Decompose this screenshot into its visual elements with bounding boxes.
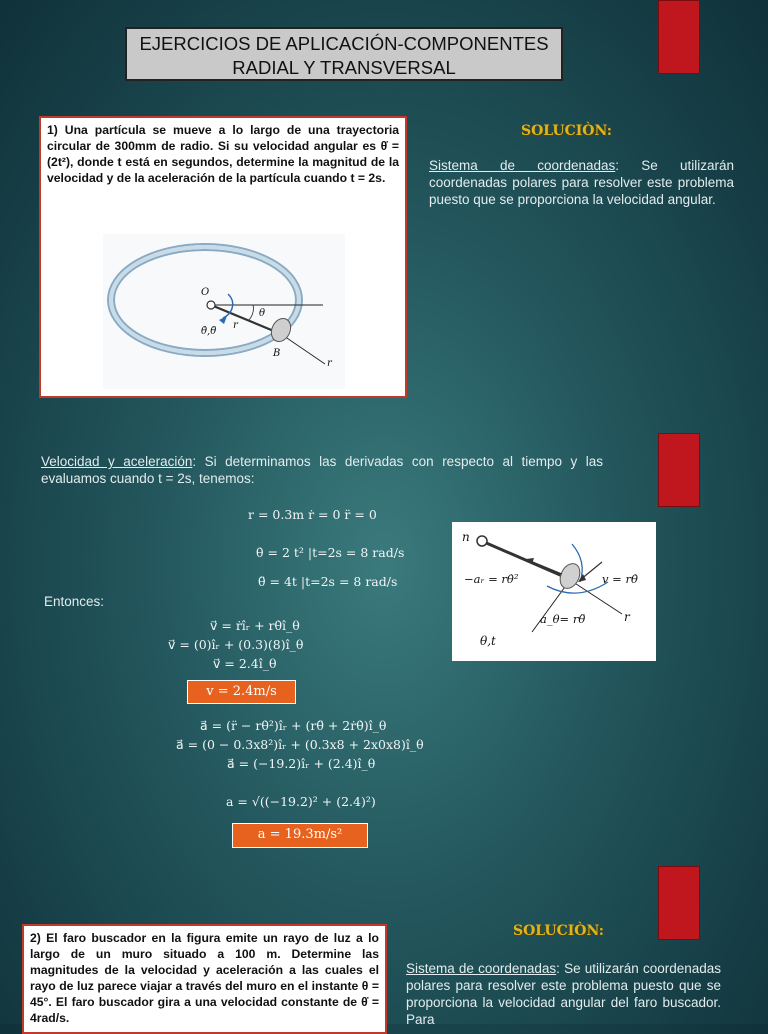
label-b: B xyxy=(273,348,281,359)
coord-system-text-2: : Se utilizarán coordenadas polares para resolver este problema puesto que se proporciona la velocidad angular del faro buscador. Para xyxy=(406,961,722,1027)
solution-2-text xyxy=(406,960,721,1028)
particle-shape xyxy=(556,560,583,591)
coord-system-text-1: : Se utilizarán coordenadas polares para resolver este problema puesto que se proporciona la velocidad angular. xyxy=(429,158,735,207)
circular-path-figure xyxy=(103,234,345,389)
radial-axis xyxy=(281,334,325,364)
title-line-1: EJERCICIOS DE APLICACIÓN-COMPONENTES xyxy=(139,33,549,54)
label-velocity: v = rθ̇ xyxy=(602,572,638,586)
eq-accel-1: a⃗ = (r̈ − rθ̇²)îᵣ + (rθ̈ + 2ṙθ̇)î_θ xyxy=(200,718,387,733)
solution-1-heading: SOLUCIÒN: xyxy=(521,123,612,139)
problem-1-box xyxy=(39,116,407,398)
polar-components-figure xyxy=(452,522,656,661)
eq-thetaddot: θ̈ = 4t |t=2s = 8 rad/s xyxy=(258,574,398,589)
eq-r-values: r = 0.3m ṙ = 0 r̈ = 0 xyxy=(248,507,377,522)
label-theta: θ xyxy=(259,308,266,319)
label-transverse-accel: a_θ= rθ̈ xyxy=(540,612,586,626)
theta-arc xyxy=(249,305,253,320)
eq-velocity-3: v⃗ = 2.4î_θ xyxy=(213,656,277,671)
label-thetadots: θ̇,θ̈ xyxy=(201,326,217,337)
page-title xyxy=(125,27,563,81)
red-tab-top xyxy=(658,0,700,74)
eq-accel-3: a⃗ = (−19.2)îᵣ + (2.4)î_θ xyxy=(227,756,376,771)
solution-1-text xyxy=(429,157,734,208)
eq-velocity-2: v⃗ = (0)îᵣ + (0.3)(8)î_θ xyxy=(168,637,304,652)
entonces-label: Entonces: xyxy=(44,594,105,609)
label-o: O xyxy=(201,287,210,298)
label-r-fig2: r xyxy=(624,610,630,624)
red-tab-bottom xyxy=(658,866,700,940)
red-tab-middle xyxy=(658,433,700,507)
velocity-acceleration-text: : Si determinamos las derivadas con respecto al tiempo y las evaluamos cuando t = 2s, tenemos: xyxy=(41,454,603,486)
pivot-circle xyxy=(477,536,487,546)
eq-thetadot: θ̇ = 2 t² |t=2s = 8 rad/s xyxy=(256,545,405,560)
velocity-acceleration-intro xyxy=(41,453,603,487)
eq-velocity-1: v⃗ = ṙîᵣ + rθ̇î_θ xyxy=(210,618,300,633)
label-radial-accel: −aᵣ = rθ̇² xyxy=(464,572,519,586)
solution-2-heading: SOLUCIÒN: xyxy=(513,923,604,939)
problem-2-box xyxy=(22,924,387,1034)
coord-system-label-2: Sistema de coordenadas xyxy=(406,961,557,976)
circular-path-outer xyxy=(108,244,302,356)
radial-accel-arrow xyxy=(528,560,562,574)
eq-accel-magnitude: a = √((−19.2)² + (2.4)²) xyxy=(226,794,376,809)
velocity-result-box: v = 2.4m/s xyxy=(187,680,296,704)
acceleration-result-box: a = 19.3m/s² xyxy=(232,823,368,848)
label-theta-t: θ,t xyxy=(480,634,496,648)
coord-system-label-1: Sistema de coordenadas xyxy=(429,158,616,173)
label-r-axis: r xyxy=(327,358,332,369)
label-r: r xyxy=(233,320,238,331)
problem-2-text: 2) El faro buscador en la figura emite un rayo de luz a lo largo de un muro situado a 100 m. Determine las magnitudes de la velocidad y aceleración a las cuales el rayo de luz parece viajar a través del muro en el instante θ = 45°. El faro buscador gira a una velocidad constante de θ̇ = 4rad/s. xyxy=(30,931,379,1025)
label-n: n xyxy=(462,530,470,544)
angular-velocity-arrowhead xyxy=(219,316,227,324)
origin-pivot xyxy=(207,301,215,309)
eq-accel-2: a⃗ = (0 − 0.3x8²)îᵣ + (0.3x8 + 2x0x8)î_θ xyxy=(176,737,424,752)
path-curve-lower xyxy=(547,582,608,593)
velocity-acceleration-label: Velocidad y aceleración xyxy=(41,454,193,469)
title-line-2: RADIAL Y TRANSVERSAL xyxy=(232,57,456,78)
circular-path-band xyxy=(111,247,299,353)
problem-1-text: 1) Una partícula se mueve a lo largo de una trayectoria circular de 300mm de radio. Si su velocidad angular es θ̇ = (2t²), donde t está en segundos, determine la magnitud de la velocidad y de la aceleración de la partícula cuando t = 2s. xyxy=(47,123,399,185)
